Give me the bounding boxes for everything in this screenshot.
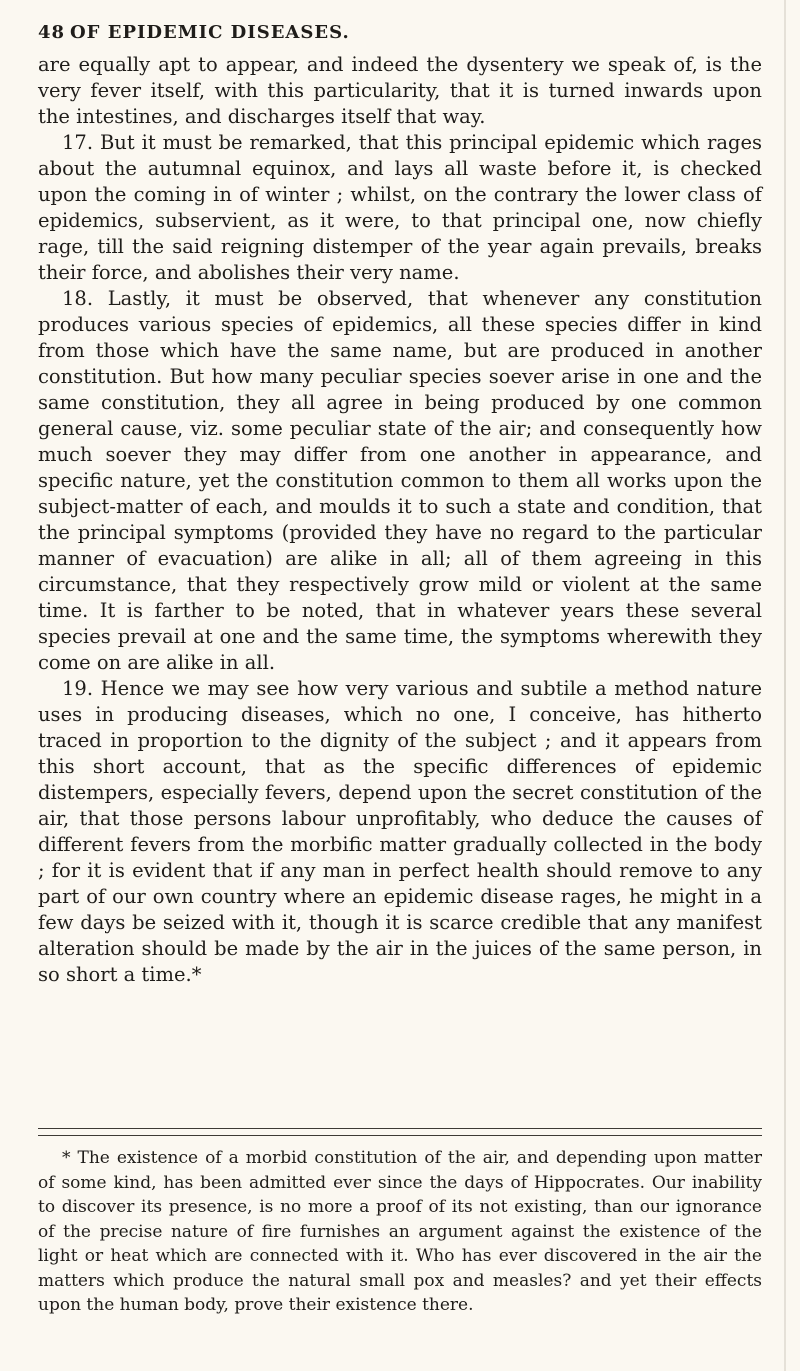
paragraph-continued: are equally apt to appear, and indeed the dysentery we speak of, is the very fever itself, with this particularity, that it is turned inwards upon the intestines, and discharges itself that way. — [38, 53, 762, 128]
running-title: OF EPIDEMIC DISEASES. — [70, 22, 350, 43]
page-number: 48 — [38, 22, 66, 43]
footnote-text: * The existence of a morbid constitution of the air, and depending upon matter of some kind, has been admitted ever since the days of Hippocrates. Our inability to discover its presence, is no more a proof of its not existing, than our ignorance of the precise nature of fire furnishes an argument against the existence of the light or heat which are connected with it. Who has ever discovered in the air the matters which produce the natural small pox and measles? and yet their effects upon the human body, prove their existence there. — [38, 1148, 762, 1315]
paragraph-18: 18. Lastly, it must be observed, that whenever any constitution produces various species of epidemics, all these species differ in kind from those which have the same name, but are produced in another constitution. But how many peculiar species soever arise in one and the same constitution, they all agree in being produced by one common general cause, viz. some peculiar state of the air; and consequently how much soever they may differ from one another in appearance, and specific nature, yet the constitution common to them all works upon the subject-matter of each, and moulds it to such a state and condition, that the principal symptoms (provided they have no regard to the particular manner of evacuation) are alike in all; all of them agreeing in this circumstance, that they respectively grow mild or violent at the same time. It is farther to be noted, that in whatever years these several species prevail at one and the same time, the symptoms wherewith they come on are alike in all. — [38, 287, 762, 674]
paragraph-17: 17. But it must be remarked, that this principal epidemic which rages about the autumnal equinox, and lays all waste before it, is checked upon the coming in of winter ; whilst, on the contrary the lower class of epidemics, subservient, as it were, to that principal one, now chiefly rage, till the said reigning distemper of the year again prevails, breaks their force, and abolishes their very name. — [38, 131, 762, 284]
body-text — [38, 52, 762, 988]
footnote-separator — [38, 1128, 762, 1136]
footnote — [38, 1146, 762, 1318]
paragraph-19: 19. Hence we may see how very various and subtile a method nature uses in producing diseases, which no one, I conceive, has hitherto traced in proportion to the dignity of the subject ; and it appears from this short account, that as the specific differences of epidemic distempers, especially fevers, depend upon the secret constitution of the air, that those persons labour unprofitably, who deduce the causes of different fevers from the morbific matter gradually collected in the body ; for it is evident that if any man in perfect health should remove to any part of our own country where an epidemic disease rages, he might in a few days be seized with it, though it is scarce credible that any manifest alteration should be made by the air in the juices of the same person, in so short a time.* — [38, 677, 762, 986]
book-page — [38, 18, 762, 1353]
page-header — [38, 18, 762, 52]
page-gutter — [784, 0, 786, 1371]
